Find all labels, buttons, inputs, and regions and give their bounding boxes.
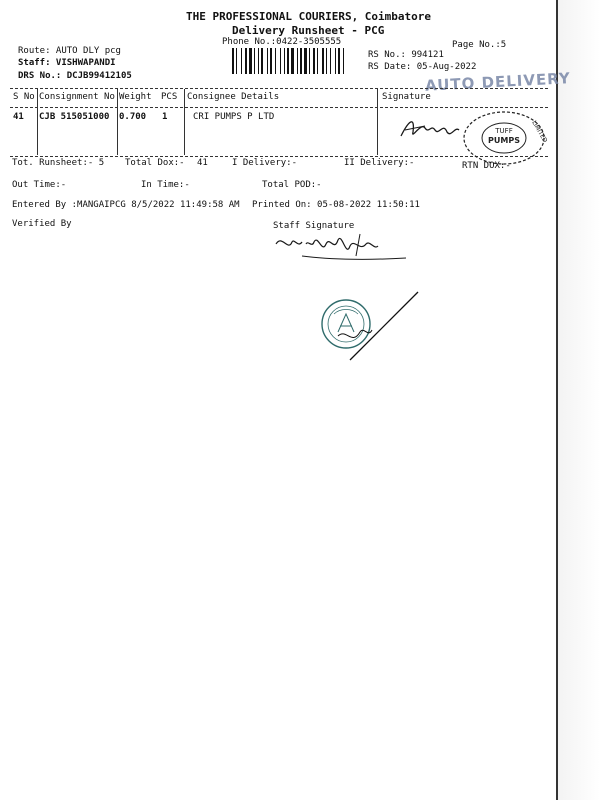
staff-label: Staff: VISHWAPANDI bbox=[18, 58, 116, 68]
printed-on: Printed On: 05-08-2022 11:50:11 bbox=[252, 200, 420, 210]
phone-number: Phone No.:0422-3505555 bbox=[222, 37, 342, 47]
th-pcs: PCS bbox=[161, 92, 178, 102]
col-divider bbox=[377, 89, 378, 155]
drs-number: DRS No.: DCJB99412105 bbox=[18, 71, 132, 81]
auto-delivery-stamp: AUTO DELIVERY bbox=[424, 69, 572, 95]
page-number: Page No.:5 bbox=[452, 40, 507, 50]
in-time: In Time:- bbox=[141, 180, 190, 190]
cell-sno: 41 bbox=[13, 112, 24, 122]
svg-text:TUFF: TUFF bbox=[495, 127, 513, 135]
th-consignment: Consignment No bbox=[39, 92, 115, 102]
svg-text:LIMITED: LIMITED bbox=[530, 119, 549, 144]
receiver-signature bbox=[395, 112, 465, 144]
page-right-edge bbox=[556, 0, 558, 800]
rs-date: RS Date: 05-Aug-2022 bbox=[368, 62, 477, 72]
col-divider bbox=[117, 89, 118, 155]
i-delivery: I Delivery:- bbox=[232, 158, 298, 168]
cell-pcs: 1 bbox=[162, 112, 168, 122]
out-time: Out Time:- bbox=[12, 180, 67, 190]
rs-number: RS No.: 994121 bbox=[368, 50, 444, 60]
page-edge-shadow bbox=[558, 0, 600, 800]
cell-weight: 0.700 bbox=[119, 112, 147, 122]
svg-text:PUMPS: PUMPS bbox=[488, 136, 520, 145]
verified-by: Verified By bbox=[12, 219, 72, 229]
total-pod: Total POD:- bbox=[262, 180, 322, 190]
col-divider bbox=[184, 89, 185, 155]
official-round-seal bbox=[316, 286, 424, 366]
staff-signature bbox=[272, 230, 412, 264]
barcode-image bbox=[232, 48, 356, 76]
col-divider bbox=[37, 89, 38, 155]
total-dox-label: Total Dox:- bbox=[125, 158, 185, 168]
th-signature: Signature bbox=[382, 92, 431, 102]
th-sno: S No bbox=[13, 92, 35, 102]
tot-runsheet: Tot. Runsheet:- 5 bbox=[12, 158, 105, 168]
th-weight: Weight bbox=[119, 92, 152, 102]
cell-consignment: CJB 515051000 bbox=[39, 112, 110, 122]
cell-consignee: CRI PUMPS P LTD bbox=[193, 112, 275, 122]
staff-signature-label: Staff Signature bbox=[273, 221, 355, 231]
table-top-rule bbox=[10, 88, 548, 89]
runsheet-subtitle: Delivery Runsheet - PCG bbox=[232, 24, 385, 37]
company-title: THE PROFESSIONAL COURIERS, Coimbatore bbox=[186, 10, 432, 23]
entered-by: Entered By :MANGAIPCG 8/5/2022 11:49:58 AM bbox=[12, 200, 240, 210]
total-dox-value: 41 bbox=[197, 158, 208, 168]
rtn-dox: RTN DOX:- bbox=[462, 161, 511, 171]
route-label: Route: AUTO DLY pcg bbox=[18, 46, 121, 56]
th-consignee: Consignee Details bbox=[187, 92, 280, 102]
ii-delivery: II Delivery:- bbox=[344, 158, 415, 168]
